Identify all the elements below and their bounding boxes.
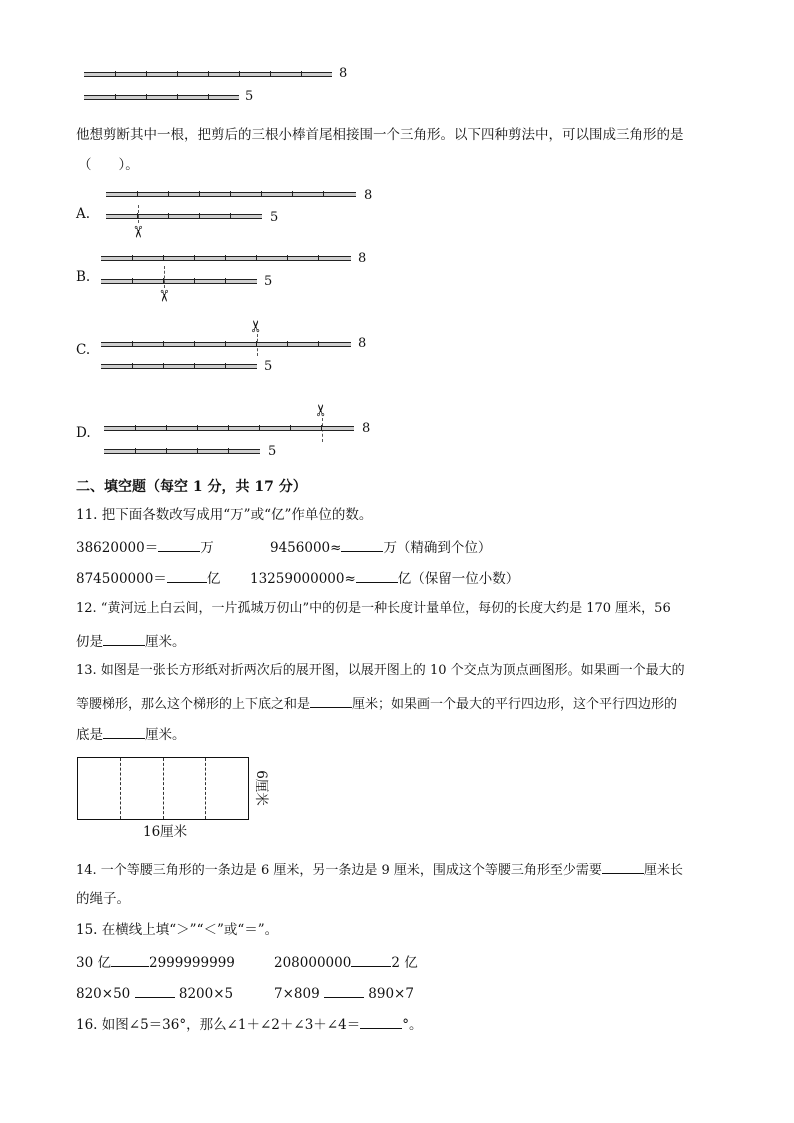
folded-paper-rectangle bbox=[77, 757, 249, 820]
stick-segment-mark bbox=[132, 255, 133, 260]
stick-segment-mark bbox=[292, 191, 293, 196]
q12-line2 bbox=[76, 631, 186, 651]
q15-d-blank[interactable] bbox=[324, 983, 364, 998]
stick-segment-mark bbox=[177, 71, 178, 76]
q15-b-blank[interactable] bbox=[351, 952, 391, 967]
fold-line-3 bbox=[205, 758, 206, 819]
stick-segment-mark bbox=[321, 425, 322, 430]
fold-line-2 bbox=[163, 758, 164, 819]
option-c-letter: C. bbox=[76, 342, 91, 358]
q14-line1-post: 厘米长 bbox=[643, 863, 683, 878]
q14-line1 bbox=[76, 859, 683, 880]
q15-d-left: 7×809 bbox=[274, 986, 320, 1002]
q12-blank[interactable] bbox=[103, 631, 145, 646]
stick-segment-mark bbox=[225, 341, 226, 346]
option-b-long-label: 8 bbox=[358, 251, 367, 266]
q11-c-left: 874500000＝ bbox=[76, 571, 167, 587]
stick-segment-mark bbox=[287, 255, 288, 260]
q16-blank[interactable] bbox=[360, 1014, 402, 1029]
stick-segment-mark bbox=[270, 71, 271, 76]
option-d-long-label: 8 bbox=[362, 421, 371, 436]
stick-long-label: 8 bbox=[339, 66, 348, 81]
q15-item-b bbox=[274, 952, 418, 972]
stick-segment-mark bbox=[132, 278, 133, 283]
option-a-long-stick bbox=[106, 192, 356, 197]
q10-line2: （ ）。 bbox=[78, 157, 139, 173]
q13-line2-post: 厘米；如果画一个最大的平行四边形，这个平行四边形的 bbox=[352, 697, 678, 712]
q15-item-d bbox=[274, 983, 414, 1003]
q12-line2-post: 厘米。 bbox=[145, 634, 186, 650]
stick-segment-mark bbox=[194, 255, 195, 260]
q10-line1: 他想剪断其中一根，把剪后的三根小棒首尾相接围一个三角形。以下四种剪法中，可以围成三角形的是 bbox=[76, 127, 684, 143]
q13-line3-pre: 底是 bbox=[76, 727, 103, 743]
section-heading: 二、填空题（每空 1 分，共 17 分） bbox=[76, 479, 307, 495]
q11-item-a bbox=[76, 537, 214, 557]
stick-segment-mark bbox=[256, 341, 257, 346]
q16-pre: 16. 如图∠5＝36°，那么∠1＋∠2＋∠3＋∠4＝ bbox=[76, 1017, 361, 1033]
option-b-short-label: 5 bbox=[264, 274, 273, 289]
stick-segment-mark bbox=[259, 425, 260, 430]
option-a-long-label: 8 bbox=[364, 188, 373, 203]
q11-item-c bbox=[76, 568, 220, 588]
stick-segment-mark bbox=[163, 341, 164, 346]
stick-segment-mark bbox=[199, 191, 200, 196]
q15-c-blank[interactable] bbox=[135, 983, 175, 998]
stick-segment-mark bbox=[132, 363, 133, 368]
option-d-short-stick bbox=[104, 449, 260, 454]
q11-d-left: 13259000000≈ bbox=[250, 571, 356, 587]
q11-c-unit: 亿 bbox=[206, 571, 221, 587]
q11-d-unit: 亿（保留一位小数） bbox=[397, 571, 520, 587]
stick-segment-mark bbox=[197, 448, 198, 453]
stick-segment-mark bbox=[287, 341, 288, 346]
q16-line bbox=[76, 1014, 422, 1034]
q11-b-left: 9456000≈ bbox=[270, 540, 342, 556]
q14-line2: 的绳子。 bbox=[76, 891, 130, 907]
q11-b-blank[interactable] bbox=[341, 537, 383, 552]
stick-segment-mark bbox=[230, 191, 231, 196]
stick-segment-mark bbox=[194, 341, 195, 346]
stick-segment-mark bbox=[199, 213, 200, 218]
q11-a-left: 38620000＝ bbox=[76, 540, 159, 556]
q13-line1: 13. 如图是一张长方形纸对折两次后的展开图，以展开图上的 10 个交点为顶点画图形。如果画一个最大的 bbox=[76, 663, 685, 678]
stick-segment-mark bbox=[135, 448, 136, 453]
q13-blank-2[interactable] bbox=[103, 724, 145, 739]
stick-short-label: 5 bbox=[245, 89, 254, 104]
q13-blank-1[interactable] bbox=[310, 693, 352, 708]
stick-segment-mark bbox=[301, 71, 302, 76]
stick-segment-mark bbox=[115, 94, 116, 99]
q11-item-d bbox=[250, 568, 519, 588]
stick-segment-mark bbox=[228, 425, 229, 430]
stick-long bbox=[84, 72, 332, 77]
q15-item-c bbox=[76, 983, 233, 1003]
stick-segment-mark bbox=[135, 425, 136, 430]
stick-short bbox=[84, 95, 239, 100]
q11-d-blank[interactable] bbox=[356, 568, 398, 583]
stick-segment-mark bbox=[163, 255, 164, 260]
option-b-cut-line bbox=[164, 266, 165, 288]
option-a-cut-line bbox=[138, 205, 139, 223]
option-a-short-stick bbox=[106, 214, 262, 219]
option-c-short-label: 5 bbox=[264, 359, 273, 374]
stick-segment-mark bbox=[163, 363, 164, 368]
q11-b-unit: 万（精确到个位） bbox=[383, 540, 492, 556]
option-c-long-stick bbox=[101, 342, 351, 347]
height-label: 6厘米 bbox=[253, 770, 269, 806]
stick-segment-mark bbox=[290, 425, 291, 430]
stick-segment-mark bbox=[132, 341, 133, 346]
option-b-scissors-icon: ✂ bbox=[154, 289, 174, 303]
q11-c-blank[interactable] bbox=[167, 568, 207, 583]
q12-line2-pre: 仞是 bbox=[76, 634, 103, 650]
q15-a-right: 2999999999 bbox=[148, 955, 235, 971]
stick-segment-mark bbox=[194, 278, 195, 283]
width-label: 16厘米 bbox=[143, 824, 188, 840]
option-d-short-label: 5 bbox=[268, 444, 277, 459]
q13-line3-post: 厘米。 bbox=[145, 727, 186, 743]
q13-line2-pre: 等腰梯形，那么这个梯形的上下底之和是 bbox=[76, 697, 311, 712]
q13-line3 bbox=[76, 724, 186, 744]
stick-segment-mark bbox=[166, 425, 167, 430]
stick-segment-mark bbox=[168, 213, 169, 218]
q14-blank[interactable] bbox=[602, 859, 644, 874]
stick-segment-mark bbox=[318, 255, 319, 260]
stick-segment-mark bbox=[256, 255, 257, 260]
q13-line2 bbox=[76, 693, 677, 714]
stick-segment-mark bbox=[230, 213, 231, 218]
stick-segment-mark bbox=[323, 191, 324, 196]
stick-segment-mark bbox=[261, 191, 262, 196]
stick-segment-mark bbox=[228, 448, 229, 453]
option-a-letter: A. bbox=[76, 206, 91, 222]
q15-prompt: 15. 在横线上填“＞”“＜”或“＝”。 bbox=[76, 922, 279, 938]
stick-segment-mark bbox=[194, 363, 195, 368]
option-d-letter: D. bbox=[76, 425, 91, 441]
stick-segment-mark bbox=[115, 71, 116, 76]
q15-d-right: 890×7 bbox=[368, 986, 414, 1002]
q11-item-b bbox=[270, 537, 491, 557]
q15-b-left: 208000000 bbox=[274, 955, 352, 971]
q11-a-blank[interactable] bbox=[158, 537, 200, 552]
option-c-scissors-icon: ✂ bbox=[246, 319, 266, 333]
option-c-long-label: 8 bbox=[358, 336, 367, 351]
q15-item-a bbox=[76, 952, 235, 972]
q11-a-unit: 万 bbox=[200, 540, 214, 556]
stick-segment-mark bbox=[239, 71, 240, 76]
stick-segment-mark bbox=[146, 71, 147, 76]
stick-segment-mark bbox=[166, 448, 167, 453]
q12-line1: 12. “黄河远上白云间，一片孤城万仞山”中的仞是一种长度计量单位，每仞的长度大约是 170 厘米，56 bbox=[76, 601, 671, 616]
option-a-short-label: 5 bbox=[270, 210, 279, 225]
option-b-letter: B. bbox=[76, 269, 91, 285]
option-d-long-stick bbox=[104, 426, 354, 431]
q15-c-left: 820×50 bbox=[76, 986, 131, 1002]
stick-segment-mark bbox=[197, 425, 198, 430]
q11-prompt: 11. 把下面各数改写成用“万”或“亿”作单位的数。 bbox=[76, 507, 373, 523]
q16-post: °。 bbox=[402, 1017, 423, 1033]
stick-segment-mark bbox=[225, 255, 226, 260]
stick-segment-mark bbox=[137, 191, 138, 196]
q14-line1-pre: 14. 一个等腰三角形的一条边是 6 厘米，另一条边是 9 厘米，围成这个等腰三角形至少需要 bbox=[76, 863, 602, 878]
option-b-short-stick bbox=[101, 279, 257, 284]
q15-a-left: 30 亿 bbox=[76, 955, 111, 971]
stick-segment-mark bbox=[168, 191, 169, 196]
stick-segment-mark bbox=[318, 341, 319, 346]
option-c-short-stick bbox=[101, 364, 257, 369]
q15-c-right: 8200×5 bbox=[178, 986, 234, 1002]
stick-segment-mark bbox=[177, 94, 178, 99]
stick-segment-mark bbox=[225, 363, 226, 368]
q15-a-blank[interactable] bbox=[111, 952, 149, 967]
fold-line-1 bbox=[120, 758, 121, 819]
stick-segment-mark bbox=[208, 71, 209, 76]
stick-segment-mark bbox=[225, 278, 226, 283]
stick-segment-mark bbox=[208, 94, 209, 99]
q15-b-right: 2 亿 bbox=[391, 955, 418, 971]
option-b-long-stick bbox=[101, 256, 351, 261]
option-a-scissors-icon: ✂ bbox=[128, 225, 148, 239]
stick-segment-mark bbox=[146, 94, 147, 99]
option-d-scissors-icon: ✂ bbox=[311, 403, 331, 417]
